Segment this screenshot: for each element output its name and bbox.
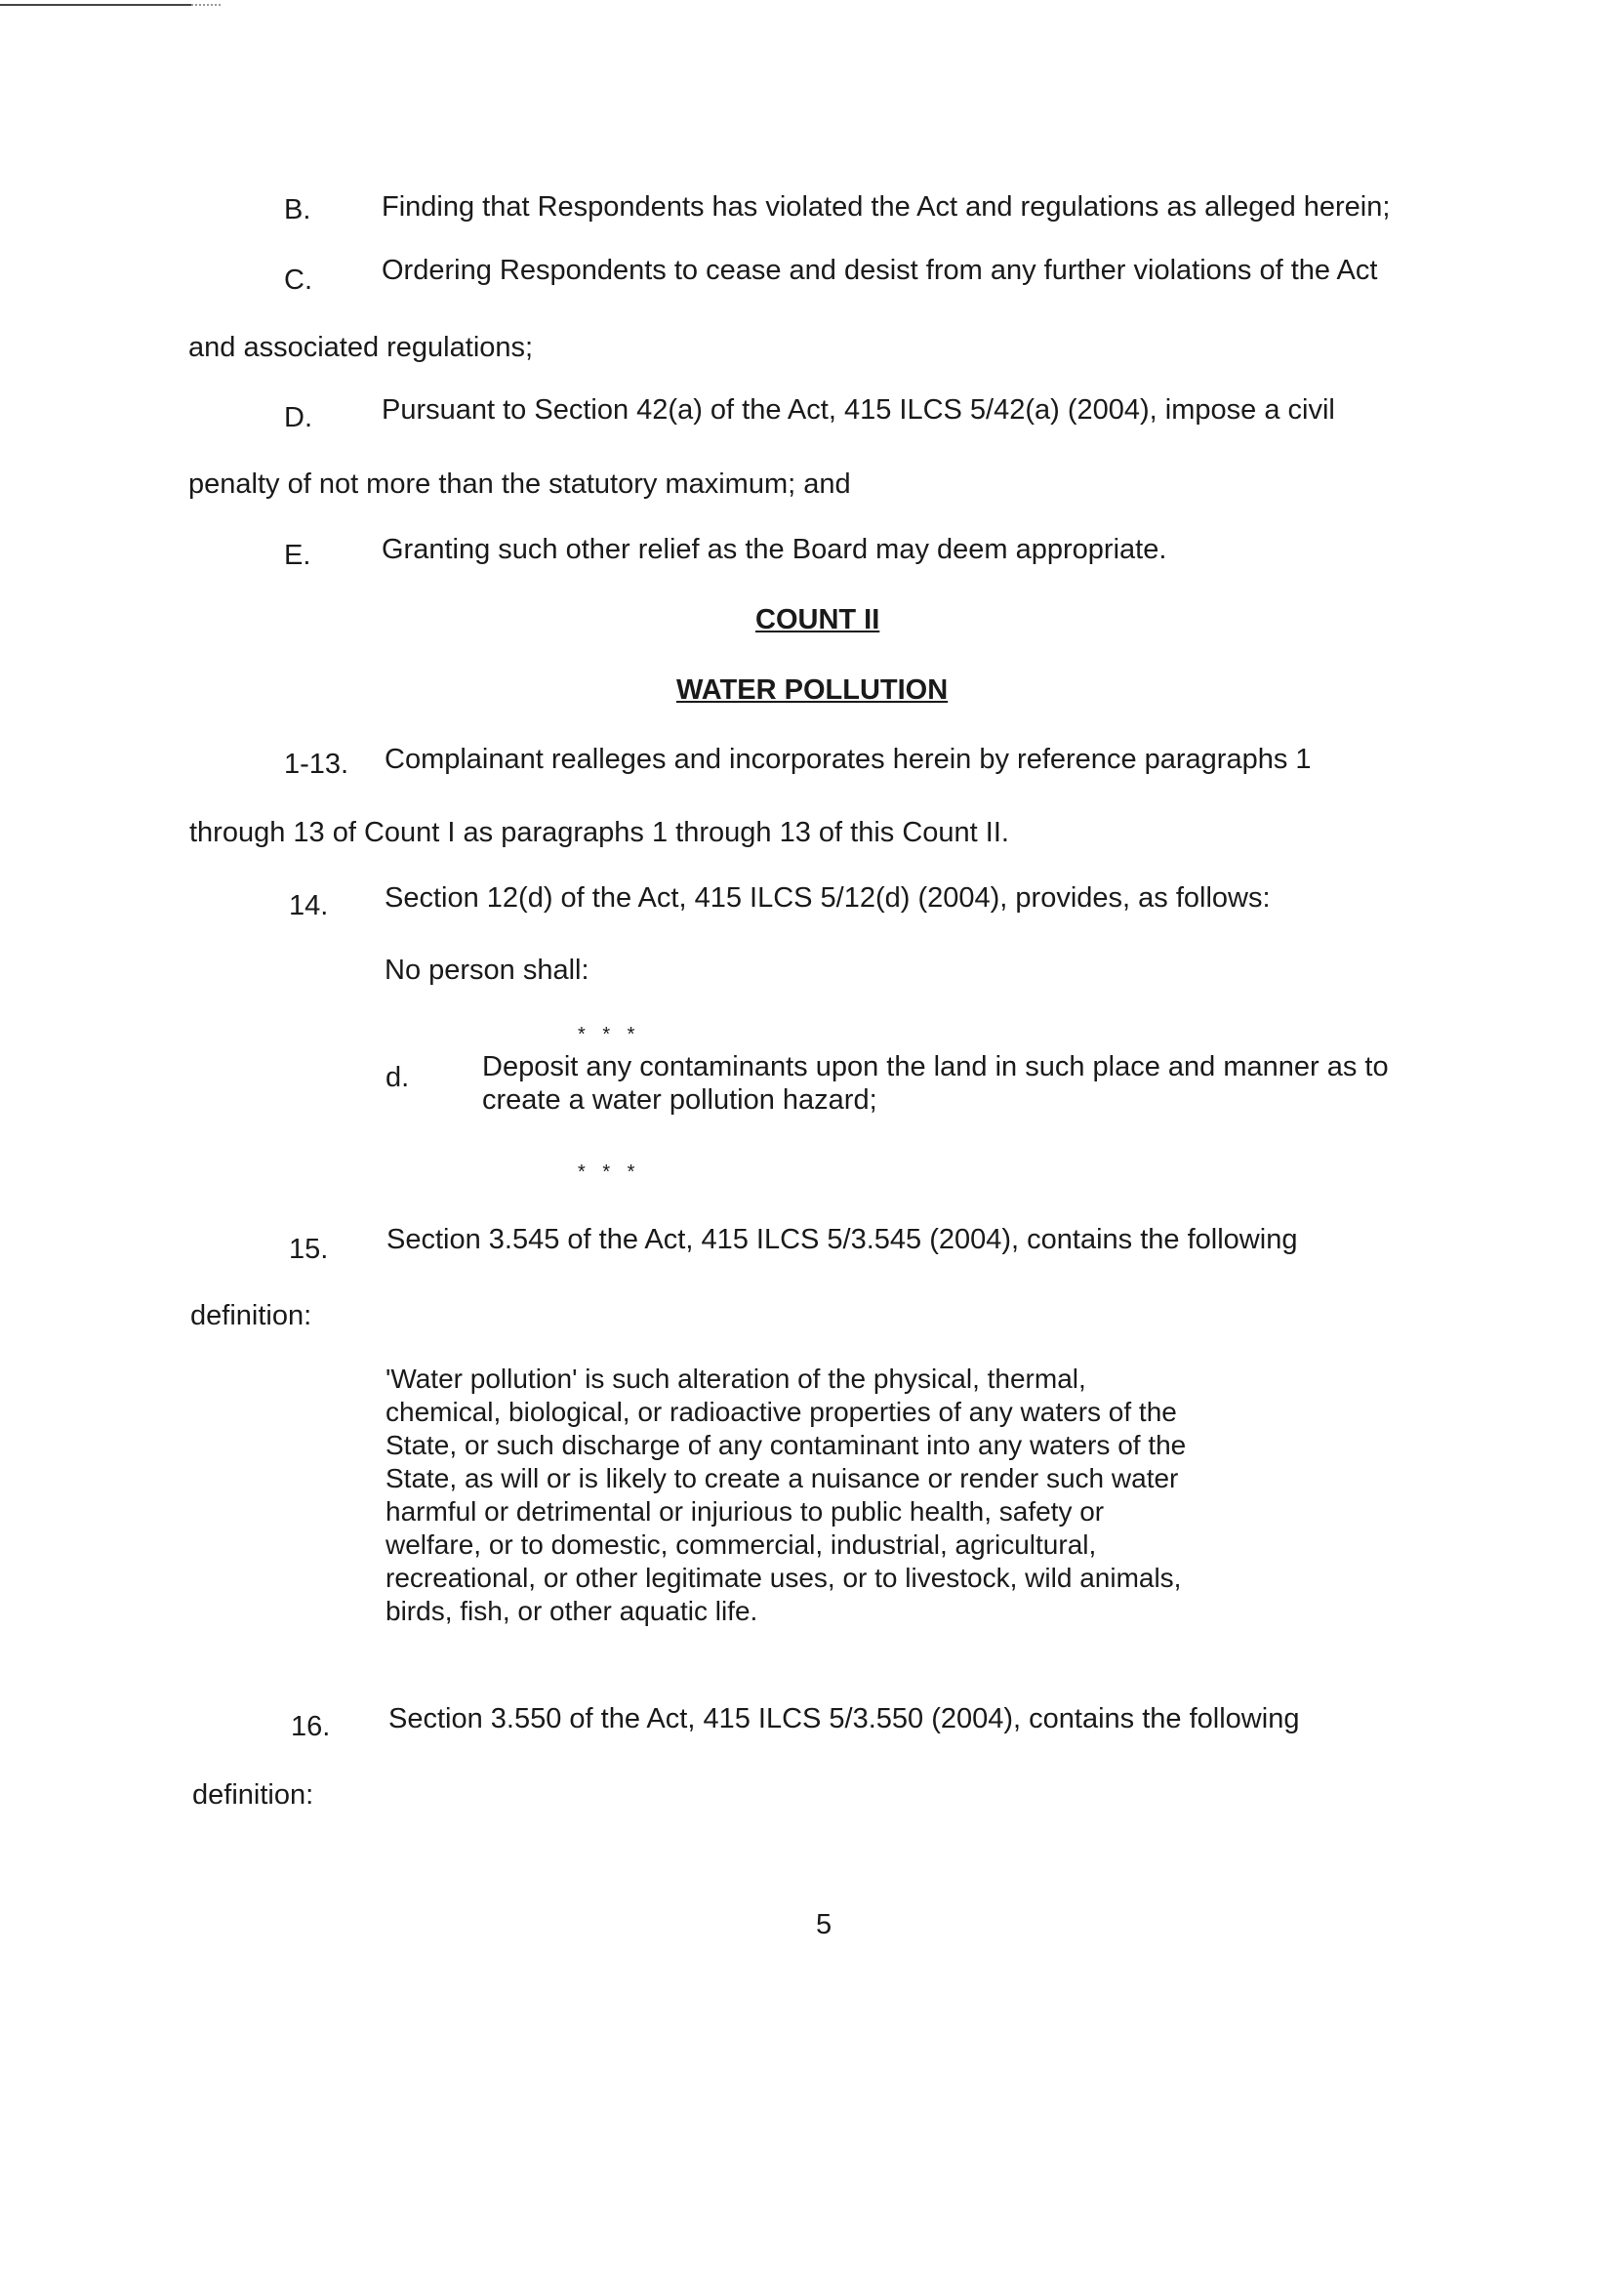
para-14-item-letter: d. xyxy=(386,1062,410,1093)
para-14-text: Section 12(d) of the Act, 415 ILCS 5/12(d) (2004), provides, as follows: xyxy=(385,882,1271,914)
quote-line: State, or such discharge of any contaminant into any waters of the xyxy=(386,1430,1187,1460)
para-1-13-num: 1-13. xyxy=(284,749,349,780)
water-pollution-definition xyxy=(386,1363,1283,1628)
prayer-d-letter: D. xyxy=(284,402,312,433)
para-14-item-line1: Deposit any contaminants upon the land in such place and manner as to xyxy=(482,1051,1389,1082)
para-14-lead: No person shall: xyxy=(385,955,589,986)
prayer-c-text: Ordering Respondents to cease and desist from any further violations of the Act xyxy=(382,255,1378,286)
para-1-13-text: Complainant realleges and incorporates herein by reference paragraphs 1 xyxy=(385,744,1312,775)
prayer-d-text: Pursuant to Section 42(a) of the Act, 415 ILCS 5/42(a) (2004), impose a civil xyxy=(382,394,1335,426)
quote-line: State, as will or is likely to create a nuisance or render such water xyxy=(386,1463,1179,1493)
para-14-item-line2: create a water pollution hazard; xyxy=(482,1084,877,1116)
para-15-cont: definition: xyxy=(190,1300,312,1331)
scan-edge-dots xyxy=(191,4,221,7)
prayer-c-letter: C. xyxy=(284,265,312,296)
prayer-b-letter: B. xyxy=(284,194,311,225)
prayer-d-cont: penalty of not more than the statutory maximum; and xyxy=(188,469,851,500)
para-1-13-cont: through 13 of Count I as paragraphs 1 through 13 of this Count II. xyxy=(189,817,1009,848)
para-14-num: 14. xyxy=(289,890,329,921)
count-title: COUNT II xyxy=(755,604,880,635)
count-subtitle: WATER POLLUTION xyxy=(676,674,949,706)
quote-line: 'Water pollution' is such alteration of the physical, thermal, xyxy=(386,1364,1086,1394)
quote-line: birds, fish, or other aquatic life. xyxy=(386,1596,758,1626)
para-16-num: 16. xyxy=(291,1711,331,1742)
para-14-ellipsis-top: * * * xyxy=(578,1024,641,1045)
page-number: 5 xyxy=(816,1909,832,1940)
prayer-e-letter: E. xyxy=(284,540,311,571)
quote-line: harmful or detrimental or injurious to public health, safety or xyxy=(386,1496,1105,1527)
para-15-num: 15. xyxy=(289,1234,329,1265)
quote-line: welfare, or to domestic, commercial, industrial, agricultural, xyxy=(386,1529,1097,1560)
para-16-text: Section 3.550 of the Act, 415 ILCS 5/3.550 (2004), contains the following xyxy=(388,1703,1300,1734)
quote-line: recreational, or other legitimate uses, or to livestock, wild animals, xyxy=(386,1563,1182,1593)
prayer-e-text: Granting such other relief as the Board may deem appropriate. xyxy=(382,534,1167,565)
prayer-c-cont: and associated regulations; xyxy=(188,332,534,363)
para-14-ellipsis-bottom: * * * xyxy=(578,1161,641,1183)
quote-line: chemical, biological, or radioactive properties of any waters of the xyxy=(386,1397,1177,1427)
prayer-b-text: Finding that Respondents has violated the Act and regulations as alleged herein; xyxy=(382,191,1391,223)
para-15-text: Section 3.545 of the Act, 415 ILCS 5/3.545 (2004), contains the following xyxy=(386,1224,1298,1255)
scan-edge-line xyxy=(0,4,191,6)
para-16-cont: definition: xyxy=(192,1779,314,1811)
